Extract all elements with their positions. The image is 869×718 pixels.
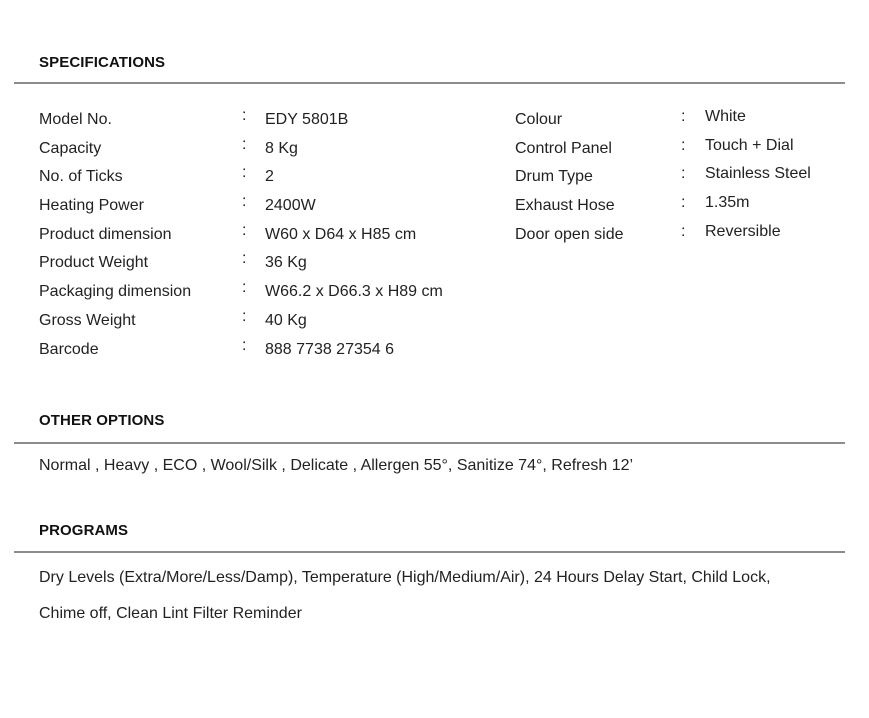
spec-value: White (705, 108, 746, 125)
spec-colon: : (681, 222, 686, 240)
spec-colon: : (242, 193, 247, 211)
spec-colon: : (681, 136, 686, 154)
spec-label: Control Panel (515, 139, 612, 157)
spec-value: 1.35m (705, 194, 750, 212)
spec-label: Model No. (39, 111, 112, 128)
spec-value: Touch + Dial (705, 136, 794, 154)
spec-value: 8 Kg (265, 139, 298, 157)
spec-colon: : (681, 194, 686, 212)
spec-colon: : (681, 108, 686, 125)
spec-colon: : (242, 250, 247, 268)
spec-colon: : (242, 107, 247, 124)
spec-label: Packaging dimension (39, 283, 192, 301)
spec-value: Stainless Steel (705, 165, 811, 183)
programs-heading: PROGRAMS (39, 522, 129, 539)
spec-label: Product dimension (39, 225, 172, 243)
spec-label: No. of Ticks (39, 168, 123, 186)
spec-colon: : (242, 164, 247, 182)
programs-divider (14, 551, 845, 553)
spec-colon: : (242, 221, 247, 239)
spec-label: Capacity (39, 139, 102, 157)
spec-value: 2400W (265, 197, 316, 215)
specifications-heading: SPECIFICATIONS (39, 54, 166, 71)
spec-value: EDY 5801B (265, 111, 349, 128)
spec-label: Heating Power (39, 197, 144, 215)
other-options-text: Normal , Heavy , ECO , Wool/Silk , Delicate , Allergen 55°, Sanitize 74°, Refresh 12’ (39, 457, 634, 474)
spec-value: W60 x D64 x H85 cm (265, 225, 417, 243)
spec-label: Colour (515, 111, 563, 128)
spec-label: Barcode (39, 340, 99, 358)
spec-label: Door open side (515, 225, 624, 243)
programs-text-line-1: Dry Levels (Extra/More/Less/Damp), Temperature (High/Medium/Air), 24 Hours Delay Start, Child Lock, (39, 569, 771, 586)
specifications-divider (14, 82, 845, 84)
spec-colon: : (242, 307, 247, 325)
spec-colon: : (242, 336, 247, 354)
spec-colon: : (242, 135, 247, 153)
spec-label: Gross Weight (39, 311, 136, 329)
spec-value: Reversible (705, 222, 781, 240)
spec-value: 36 Kg (265, 254, 307, 272)
spec-value: 888 7738 27354 6 (265, 340, 395, 358)
spec-colon: : (681, 165, 686, 183)
spec-value: W66.2 x D66.3 x H89 cm (265, 283, 443, 301)
spec-value: 40 Kg (265, 311, 307, 329)
programs-text-line-2: Chime off, Clean Lint Filter Reminder (39, 605, 302, 622)
spec-value: 2 (265, 168, 274, 186)
other-options-heading: OTHER OPTIONS (39, 412, 165, 429)
spec-label: Exhaust Hose (515, 197, 615, 215)
spec-label: Drum Type (515, 168, 593, 186)
spec-label: Product Weight (39, 254, 149, 272)
other-options-divider (14, 442, 845, 444)
spec-colon: : (242, 279, 247, 297)
